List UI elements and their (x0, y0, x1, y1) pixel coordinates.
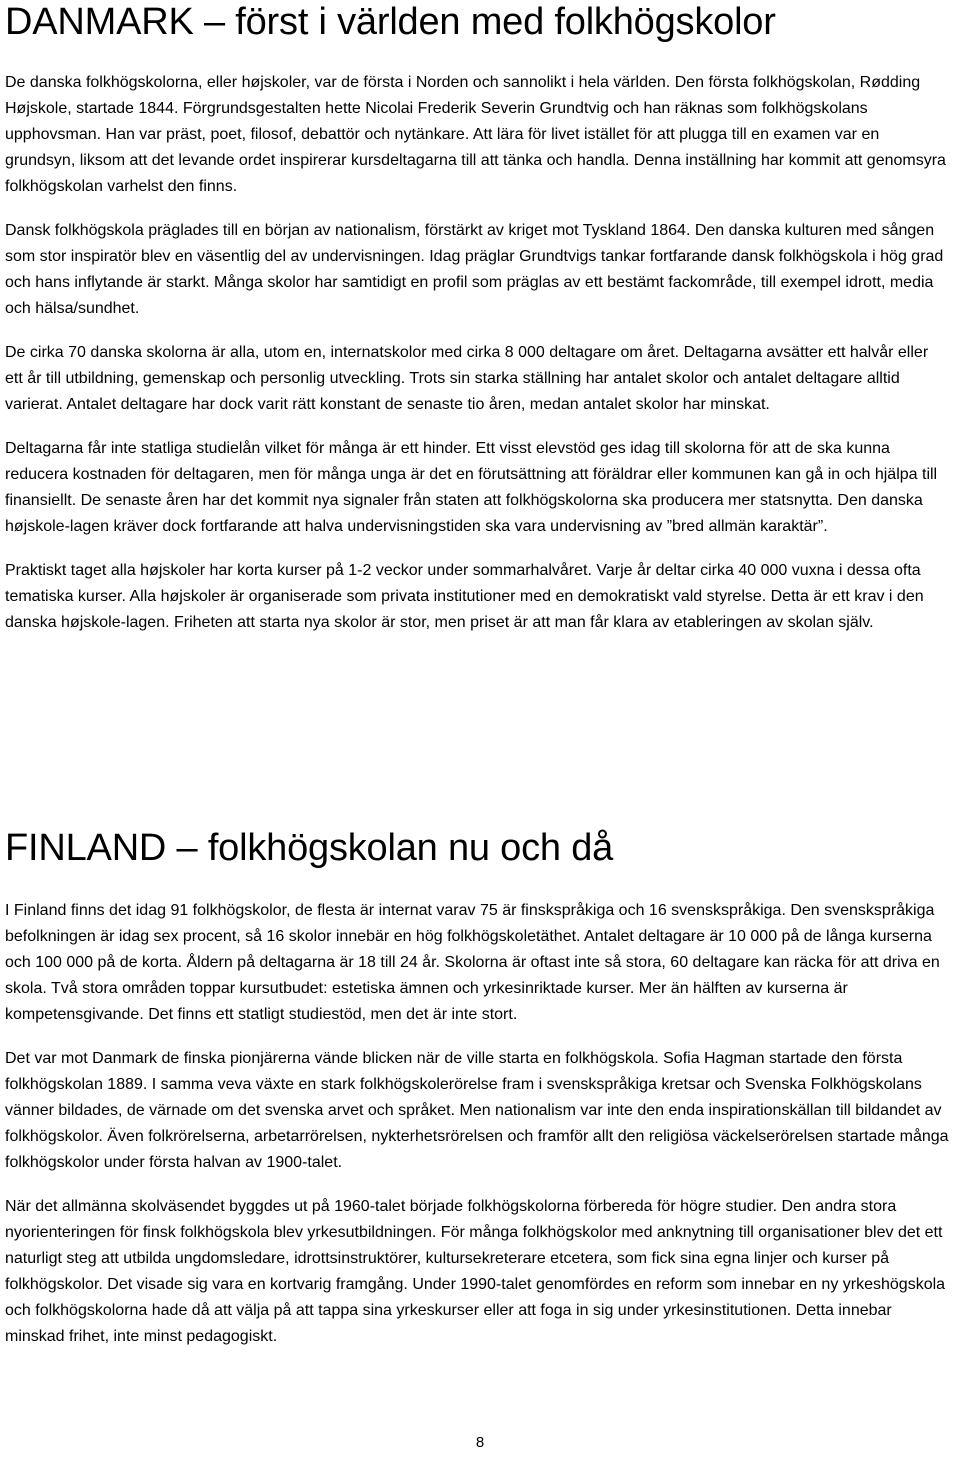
paragraph: Praktiskt taget alla højskoler har korta kurser på 1-2 veckor under sommarhalvåret. Varje år deltar cirka 40 000 vuxna i dessa ofta tematiska kurser. Alla højskoler är organiserade som privata institutioner med en demokratiskt vald styrelse. Detta är ett krav i den danska højskole-lagen. Friheten att starta nya skolor är stor, men priset är att man får klara av etableringen av skolan själv. (5, 562, 924, 631)
section-finland (5, 826, 949, 1368)
paragraph: Dansk folkhögskola präglades till en början av nationalism, förstärkt av kriget mot Tyskland 1864. Den danska kulturen med sången som stor inspiratör blev en väsentlig del av undervisningen. Idag präglar Grundtvigs tankar fortfarande dansk folkhögskola i hög grad och hans inflytande är starkt. Många skolor har samtidigt en profil som präglas av ett bestämt fackområde, till exempel idrott, media och hälsa/sundhet. (5, 222, 944, 317)
section-heading: FINLAND – folkhögskolan nu och då (5, 827, 614, 869)
section-heading: DANMARK – först i världen med folkhögskolor (5, 1, 776, 43)
section-danmark (5, 0, 949, 654)
paragraph: De cirka 70 danska skolorna är alla, utom en, internatskolor med cirka 8 000 deltagare om året. Deltagarna avsätter ett halvår eller ett år till utbildning, gemenskap och personlig utveckling. Trots sin starka ställning har antalet skolor och antalet deltagare alltid varierat. Antalet deltagare har dock varit rätt konstant de senaste tio åren, medan antalet skolor har minskat. (5, 344, 929, 413)
paragraph: När det allmänna skolväsendet byggdes ut på 1960-talet började folkhögskolorna förbereda för högre studier. Den andra stora nyorienteringen för finsk folkhögskola blev yrkesutbildningen. För många folkhögskolor med anknytning till organisationer blev det ett naturligt steg att utbilda ungdomsledare, idrottsinstruktörer, kultursekreterare etcetera, som fick sina egna linjer och kurser på folkhögskolor. Det visade sig vara en kortvarig framgång. Under 1990-talet genomfördes en reform som innebar en ny yrkeshögskola och folkhögskolorna hade då att välja på att tappa sina yrkeskurser eller att foga in sig under yrkesinstitutionen. Detta innebar minskad frihet, inte minst pedagogiskt. (5, 1198, 946, 1345)
paragraph: I Finland finns det idag 91 folkhögskolor, de flesta är internat varav 75 är finskspråkiga och 16 svenskspråkiga. Den svenskspråkiga befolkningen är idag sex procent, så 16 skolor innebär en hög folkhögskoletäthet. Antalet deltagare är 10 000 på de långa kurserna och 100 000 på de korta. Åldern på deltagarna är 18 till 24 år. Skolorna är oftast inte så stora, 60 deltagare kan räcka för att driva en skola. Två stora områden toppar kursutbudet: estetiska ämnen och yrkesinriktade kurser. Mer än hälften av kurserna är kompetensgivande. Det finns ett statligt studiestöd, men det är inte stort. (5, 902, 940, 1023)
paragraph: Deltagarna får inte statliga studielån vilket för många är ett hinder. Ett visst elevstöd ges idag till skolorna för att de ska kunna reducera kostnaden för deltagaren, men för många unga är det en förutsättning att föräldrar eller kommunen kan gå in och hjälpa till finansiellt. De senaste åren har det kommit nya signaler från staten att folkhögskolorna ska producera mer statsnytta. Den danska højskole-lagen kräver dock fortfarande att halva undervisningstiden ska vara undervisning av ”bred allmän karaktär”. (5, 440, 938, 535)
paragraph: Det var mot Danmark de finska pionjärerna vände blicken när de ville starta en folkhögskola. Sofia Hagman startade den första folkhögskolan 1889. I samma veva växte en stark folkhögskolerörelse fram i svenskspråkiga kretsar och Svenska Folkhögskolans vänner bildades, de värnade om det svenska arvet och språket. Men nationalism var inte den enda inspirationskällan till bildandet av folkhögskolor. Även folkrörelserna, arbetarrörelsen, nykterhetsrörelsen och framför allt den religiösa väckelserörelsen startade många folkhögskolor under första halvan av 1900-talet. (5, 1050, 949, 1171)
page-number: 8 (475, 1434, 485, 1451)
paragraph: De danska folkhögskolorna, eller højskoler, var de första i Norden och sannolikt i hela världen. Den första folkhögskolan, Rødding Højskole, startade 1844. Förgrundsgestalten hette Nicolai Frederik Severin Grundtvig och han räknas som folkhögskolans upphovsman. Han var präst, poet, filosof, debattör och nytänkare. Att lära för livet istället för att plugga till en examen var en grundsyn, liksom att det levande ordet inspirerar kursdeltagarna till att tänka och handla. Denna inställning har kommit att genomsyra folkhögskolan varhelst den finns. (5, 74, 946, 195)
